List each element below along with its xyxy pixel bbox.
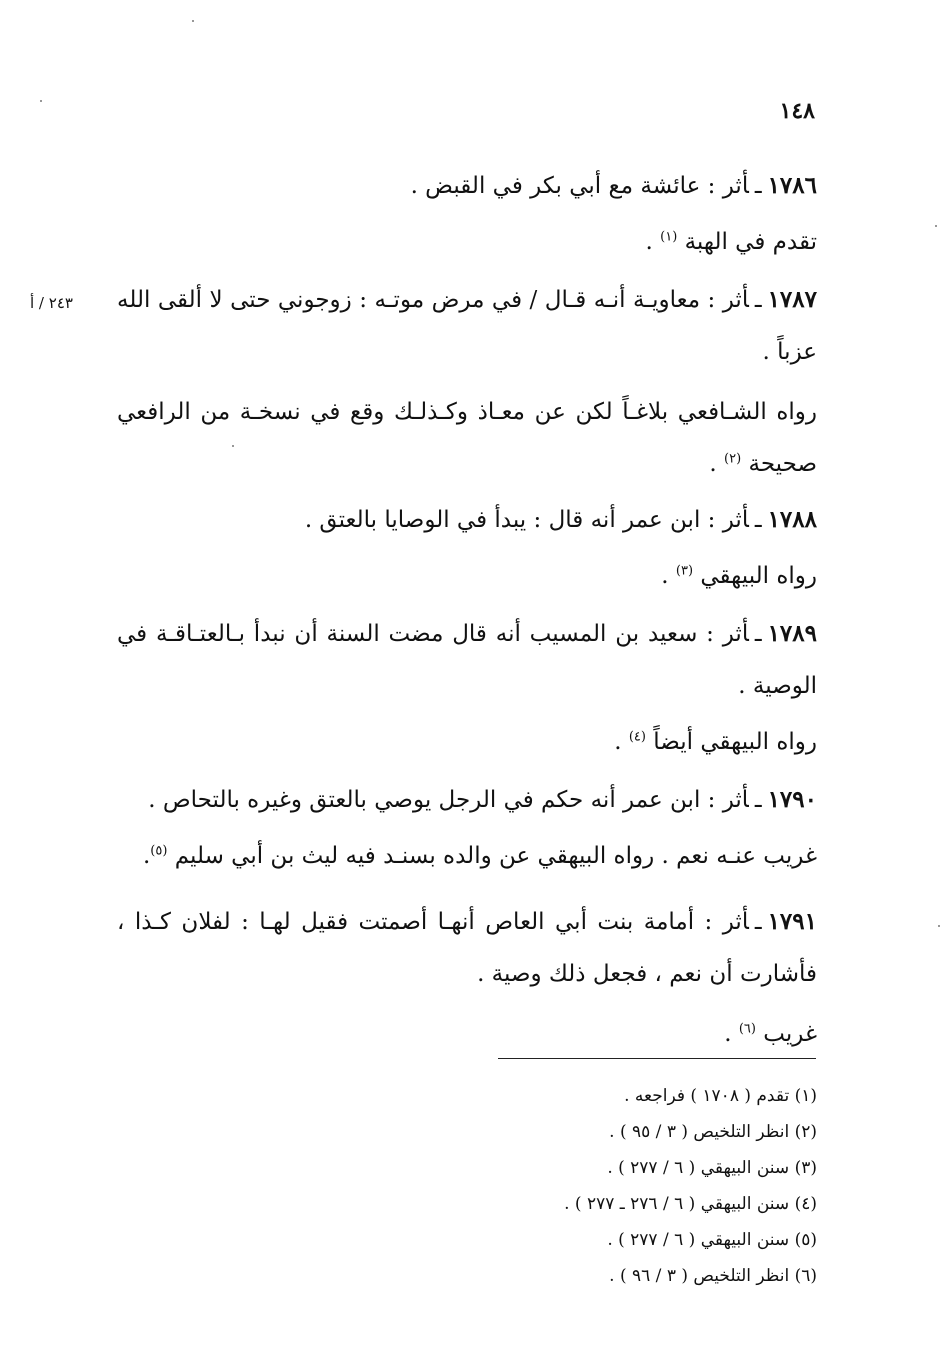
- entry-1787: [117, 274, 817, 490]
- scan-speck: [232, 445, 234, 447]
- scan-speck: [938, 925, 940, 927]
- entry-text: أثر : أمامة بنت أبي العاص أنهـا أصمتت فقيل لهـا : لفلان كـذا ، فأشارت أن نعم ، فجعل ذلك وصية .: [117, 909, 817, 987]
- entry-1790: [117, 774, 817, 882]
- entry-1791: [117, 896, 817, 1060]
- page-number: ١٤٨: [779, 98, 815, 124]
- entry-number: ١٧٨٦: [767, 172, 817, 199]
- entry-comment: رواه البيهقي أيضاً $^{(٤)}$ .: [614, 729, 817, 755]
- footnote-3: (٣) سنن البيهقي ( ٦ / ٢٧٧ ) .: [607, 1158, 817, 1178]
- footnote-ref: (٥): [150, 843, 168, 859]
- footnote-5: (٥) سنن البيهقي ( ٦ / ٢٧٧ ) .: [607, 1230, 817, 1250]
- entry-heading: ١٧٨٦ـأثر : عائشة مع أبي بكر في القبض .: [410, 172, 817, 199]
- entry-heading: ١٧٨٩ـأثر : سعيد بن المسيب أنه قال مضت السنة أن نبدأ بـالعتـاقـة في الوصية .: [117, 620, 817, 699]
- footnotes: [117, 1078, 817, 1294]
- footnote-1: (١) تقدم ( ١٧٠٨ ) فراجعه .: [624, 1086, 817, 1106]
- entry-heading: ١٧٩٠ـأثر : ابن عمر أنه حكم في الرجل يوصي بالعتق وغيره بالتحاص .: [148, 786, 817, 813]
- footnote-divider: [498, 1058, 816, 1059]
- manuscript-folio-note: ٢٤٣ / أ: [30, 294, 73, 312]
- entry-text: أثر : ابن عمر أنه حكم في الرجل يوصي بالعتق وغيره بالتحاص .: [148, 787, 749, 813]
- scan-speck: [935, 225, 937, 227]
- entry-text: أثر : ابن عمر أنه قال : يبدأ في الوصايا بالعتق .: [304, 507, 749, 533]
- entry-text: أثر : عائشة مع أبي بكر في القبض .: [410, 173, 749, 199]
- entry-1789: [117, 608, 817, 768]
- entry-number: ١٧٨٧: [767, 286, 817, 313]
- footnote-6: (٦) انظر التلخيص ( ٣ / ٩٦ ) .: [609, 1266, 817, 1286]
- entry-heading: ١٧٨٨ـأثر : ابن عمر أنه قال : يبدأ في الوصايا بالعتق .: [304, 506, 817, 533]
- entry-1788: [117, 494, 817, 602]
- footnote-2: (٢) انظر التلخيص ( ٣ / ٩٥ ) .: [609, 1122, 817, 1142]
- footnote-ref: (٦): [738, 1021, 756, 1037]
- entry-heading: ١٧٨٧ـأثر : معاويـة أنـه قـال / في مرض موتـه : زوجوني حتى لا ألقى الله عزباً .: [117, 286, 817, 365]
- entry-number: ١٧٩١: [767, 908, 817, 935]
- entry-1786: [117, 160, 817, 268]
- footnote-ref: (٣): [675, 563, 694, 579]
- entry-text: أثر : سعيد بن المسيب أنه قال مضت السنة أن نبدأ بـالعتـاقـة في الوصية .: [117, 621, 817, 699]
- scan-speck: [40, 100, 42, 102]
- footnote-4: (٤) سنن البيهقي ( ٦ / ٢٧٦ ـ ٢٧٧ ) .: [564, 1194, 817, 1214]
- entry-comment: رواه البيهقي $^{(٣)}$ .: [661, 563, 817, 589]
- entry-comment: رواه الشـافعي بلاغـاً لكن عن معـاذ وكـذلـك وقع في نسخـة من الرافعي صحيحة $^{(٢)}$ .: [117, 399, 817, 477]
- scan-speck: [192, 20, 194, 22]
- entry-number: ١٧٨٨: [767, 506, 817, 533]
- footnote-ref: (١): [660, 229, 678, 245]
- entry-comment: غريب $^{(٦)}$ .: [724, 1021, 817, 1047]
- entry-comment: غريب عنـه نعم . رواه البيهقي عن والده بسنـد فيه ليث بن أبي سليم $^{(٥)}$.: [142, 843, 817, 869]
- footnote-ref: (٤): [628, 729, 646, 745]
- entry-text: أثر : معاويـة أنـه قـال / في مرض موتـه : زوجوني حتى لا ألقى الله عزباً .: [117, 287, 817, 365]
- entry-comment: تقدم في الهبة $^{(١)}$ .: [645, 229, 817, 255]
- entry-number: ١٧٩٠: [767, 786, 817, 813]
- entry-heading: ١٧٩١ـأثر : أمامة بنت أبي العاص أنهـا أصمتت فقيل لهـا : لفلان كـذا ، فأشارت أن نعم ، فجعل ذلك وصية .: [117, 908, 817, 987]
- footnote-ref: (٢): [724, 451, 742, 467]
- entry-number: ١٧٨٩: [767, 620, 817, 647]
